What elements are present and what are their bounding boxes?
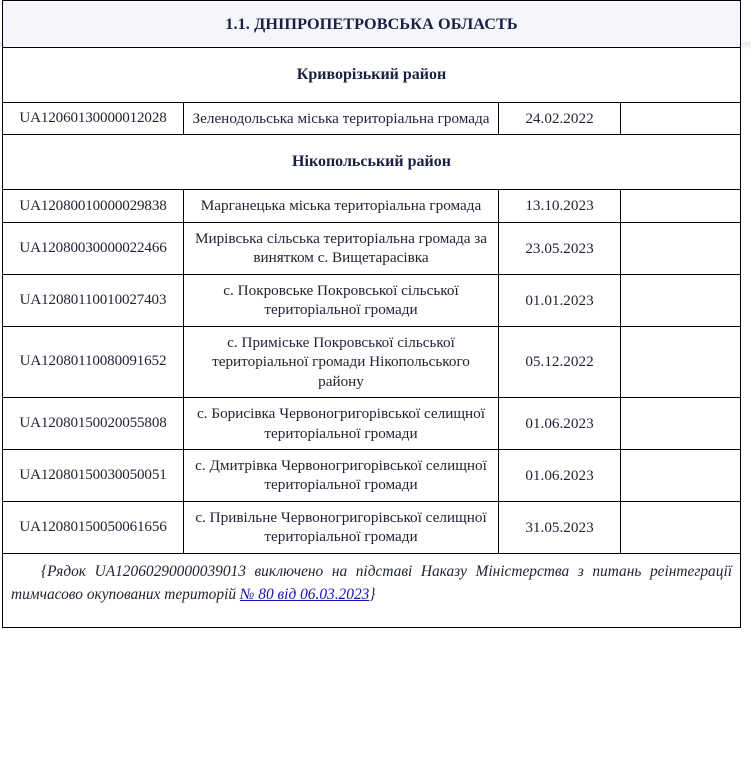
territory-date-cell: 01.06.2023 (499, 449, 621, 501)
table-row (3, 222, 741, 274)
territory-date-cell: 05.12.2022 (499, 326, 621, 397)
territory-name-cell: с. Покровське Покровської сільської територіальної громади (184, 274, 499, 326)
territory-code-cell: UA12080110010027403 (3, 274, 184, 326)
territory-code-cell: UA12060130000012028 (3, 103, 184, 135)
territory-date-cell: 01.06.2023 (499, 398, 621, 450)
document-title-row (3, 1, 741, 48)
table-row (3, 398, 741, 450)
territory-code-cell: UA12080030000022466 (3, 222, 184, 274)
footnote-row (3, 553, 741, 627)
territory-extra-cell (621, 274, 741, 326)
territory-name-cell: Мирівська сільська територіальна громада за винятком с. Вищетарасівка (184, 222, 499, 274)
table-row (3, 274, 741, 326)
footnote-order-link[interactable]: № 80 від 06.03.2023 (239, 585, 370, 603)
district-header-row (3, 48, 741, 103)
territory-date-cell: 13.10.2023 (499, 190, 621, 222)
territory-extra-cell (621, 398, 741, 450)
footnote-text (11, 560, 732, 606)
territory-extra-cell (621, 222, 741, 274)
territory-name-cell: Зеленодольська міська територіальна громада (184, 103, 499, 135)
footnote-text-after: } (369, 585, 376, 603)
territory-name-cell: с. Борисівка Червоногригорівської селищної територіальної громади (184, 398, 499, 450)
territory-date-cell: 31.05.2023 (499, 501, 621, 553)
territory-extra-cell (621, 326, 741, 397)
territory-date-cell: 24.02.2022 (499, 103, 621, 135)
territories-table (2, 0, 741, 628)
district-heading: Криворізький район (3, 48, 741, 103)
territory-name-cell: с. Приміське Покровської сільської територіальної громади Нікопольського району (184, 326, 499, 397)
territory-code-cell: UA12080150050061656 (3, 501, 184, 553)
district-heading: Нікопольський район (3, 135, 741, 190)
territory-name-cell: Марганецька міська територіальна громада (184, 190, 499, 222)
territory-name-cell: с. Дмитрівка Червоногригорівської селищної територіальної громади (184, 449, 499, 501)
page-title: 1.1. ДНІПРОПЕТРОВСЬКА ОБЛАСТЬ (3, 1, 741, 48)
table-row (3, 501, 741, 553)
table-row (3, 103, 741, 135)
footnote-text-before: {Рядок UA12060290000039013 виключено на підставі Наказу Міністерства з питань реінтеграції тимчасово окупованих територій (11, 562, 732, 603)
territory-code-cell: UA12080150020055808 (3, 398, 184, 450)
territory-extra-cell (621, 190, 741, 222)
table-body (3, 1, 741, 628)
territory-code-cell: UA12080110080091652 (3, 326, 184, 397)
table-row (3, 190, 741, 222)
table-row (3, 326, 741, 397)
footnote-cell (3, 553, 741, 627)
territory-code-cell: UA12080010000029838 (3, 190, 184, 222)
table-row (3, 449, 741, 501)
territory-date-cell: 01.01.2023 (499, 274, 621, 326)
territory-name-cell: с. Привільне Червоногригорівської селищної територіальної громади (184, 501, 499, 553)
territory-extra-cell (621, 449, 741, 501)
territory-code-cell: UA12080150030050051 (3, 449, 184, 501)
territory-extra-cell (621, 103, 741, 135)
district-header-row (3, 135, 741, 190)
territory-date-cell: 23.05.2023 (499, 222, 621, 274)
territory-extra-cell (621, 501, 741, 553)
